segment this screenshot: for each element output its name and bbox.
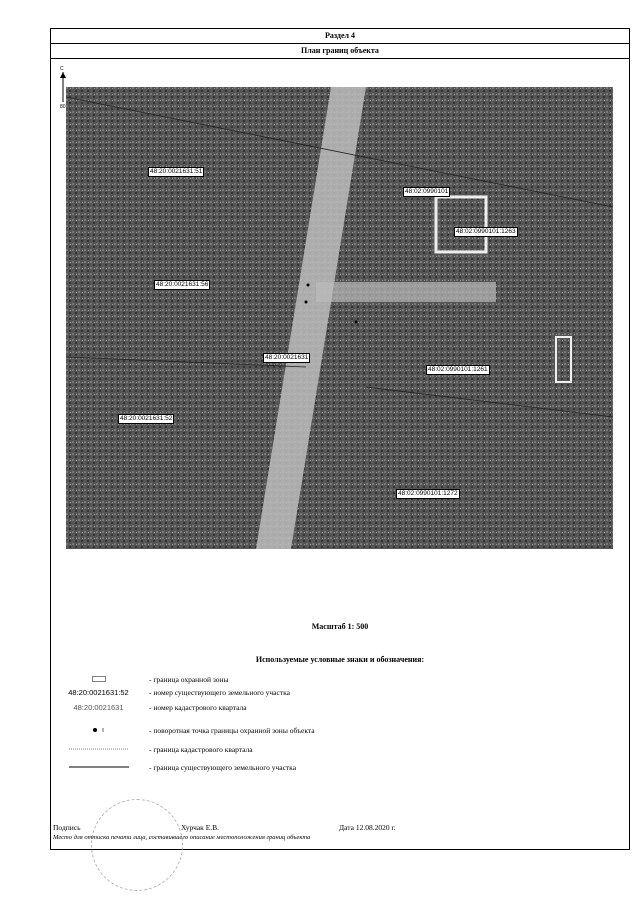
parcel-label: 48:20:0021631:51	[150, 168, 203, 175]
legend-title: Используемые условные знаки и обозначения:	[255, 655, 425, 664]
parcel-label: 48:02:0990101	[405, 188, 449, 195]
legend-text: - номер кадастрового квартала	[149, 703, 247, 712]
legend-symbol: 48:20:0021631:52	[68, 688, 129, 697]
stamp-note: Место для оттиска печати лица, составившего описание местоположения границ объекта	[53, 834, 311, 841]
quarter-boundary-icon	[51, 745, 146, 754]
north-label: С	[60, 66, 64, 72]
seal-stamp	[91, 799, 183, 891]
legend-symbol: 48:20:0021631	[73, 703, 124, 712]
parcel-boundary-icon	[51, 763, 146, 772]
turn-point-icon	[51, 726, 146, 735]
parcel-label: 48:02:0990101:1263	[456, 228, 516, 235]
document-frame	[50, 28, 630, 850]
legend-text: - номер существующего земельного участка	[149, 688, 290, 697]
plan-title: План границ объекта	[51, 44, 629, 59]
quarter-label: 48:20:0021631	[265, 354, 309, 361]
parcel-label: 48:20:0021631:52	[120, 415, 173, 422]
section-header: Раздел 4	[51, 29, 629, 44]
scale-badge: 80	[60, 104, 66, 110]
legend-text: - граница существующего земельного участка	[149, 763, 297, 772]
map-scale: Масштаб 1: 500	[311, 622, 369, 631]
zone-boundary-icon	[51, 675, 146, 684]
signature-line	[53, 823, 623, 832]
parcel-label: 48:02:0990101:1272	[398, 490, 458, 497]
map-image	[66, 87, 613, 549]
parcel-label: 48:02:0990101:1261	[428, 366, 488, 373]
legend-text: - граница кадастрового квартала	[149, 745, 253, 754]
signer-name: Хурчак Е.В.	[181, 823, 220, 832]
sign-label: Подпись	[53, 823, 81, 832]
legend-text: - поворотная точка границы охранной зоны объекта	[149, 726, 315, 735]
parcel-label: 48:20:0021631:56	[156, 281, 209, 288]
legend-text: - граница охранной зоны	[149, 675, 229, 684]
aerial-map[interactable]	[66, 87, 613, 549]
sign-date: Дата 12.08.2020 г.	[339, 823, 396, 832]
